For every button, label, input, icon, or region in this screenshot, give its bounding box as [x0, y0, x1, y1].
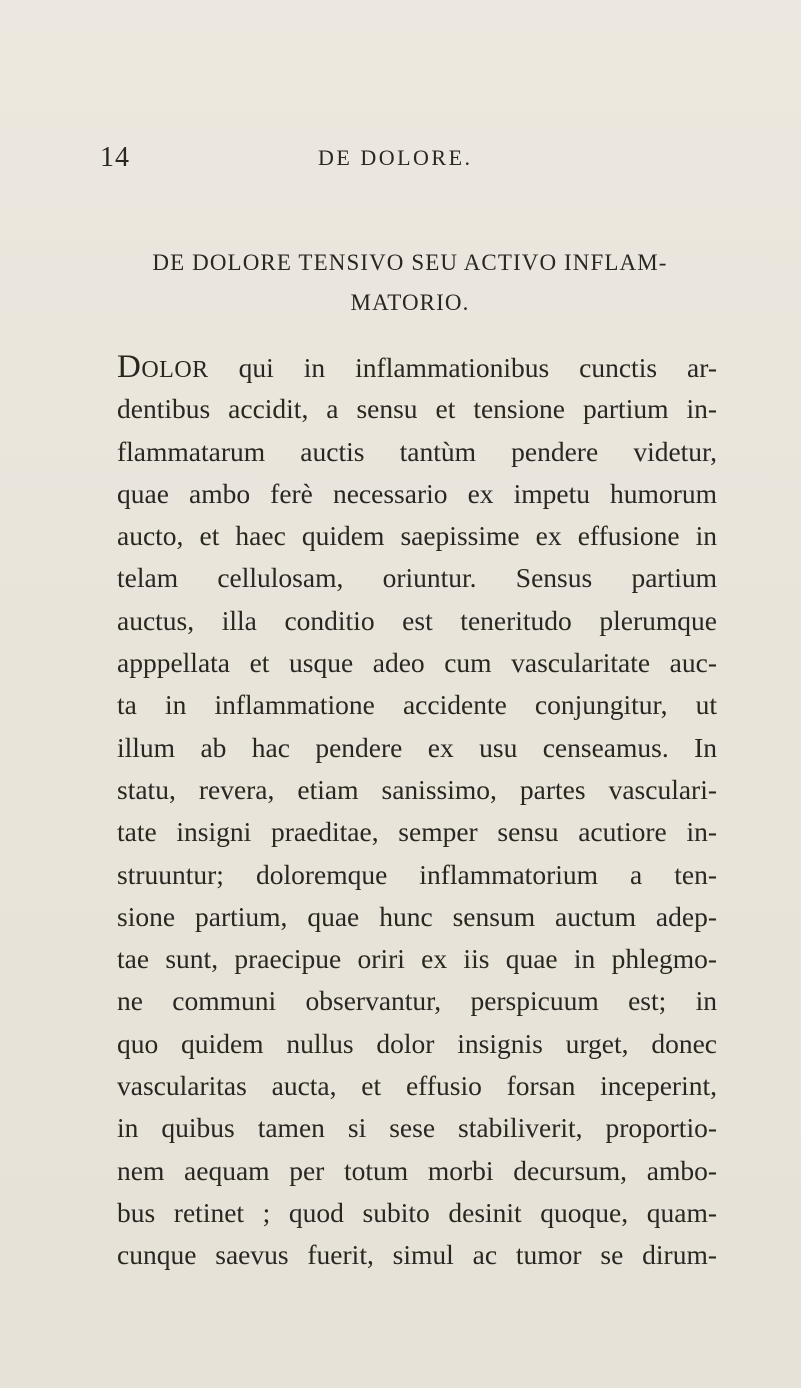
- text-line: flammatarum auctis tantùm pendere videtur,: [117, 435, 717, 467]
- page-number: 14: [100, 142, 130, 173]
- section-heading-line-2: MATORIO.: [350, 290, 470, 315]
- text-line: nem aequam per totum morbi decursum, ambo-: [117, 1154, 717, 1186]
- text-line: tae sunt, praecipue oriri ex iis quae in phlegmo-: [117, 943, 717, 975]
- opening-smallcaps: OLOR: [141, 357, 209, 383]
- text-line: in quibus tamen si sese stabiliverit, proportio-: [117, 1112, 717, 1144]
- text-line: vascularitas aucta, et effusio forsan inceperint,: [117, 1070, 717, 1102]
- text-line: quo quidem nullus dolor insignis urget, donec: [117, 1027, 717, 1059]
- text-line: ne communi observantur, perspicuum est; in: [117, 985, 717, 1017]
- text-line: telam cellulosam, oriuntur. Sensus partium: [117, 562, 717, 594]
- text-line: sione partium, quae hunc sensum auctum adep-: [117, 900, 717, 932]
- text-line: statu, revera, etiam sanissimo, partes vasculari-: [117, 773, 717, 805]
- text-line: auctus, illa conditio est teneritudo plerumque: [117, 604, 717, 636]
- text-line: bus retinet ; quod subito desinit quoque, quam-: [117, 1196, 717, 1228]
- text-line: quae ambo ferè necessario ex impetu humorum: [117, 477, 717, 509]
- text-line: illum ab hac pendere ex usu censeamus. In: [117, 731, 717, 763]
- text-line: aucto, et haec quidem saepissime ex effusione in: [117, 520, 717, 552]
- running-head: [0, 138, 801, 178]
- opening-capital: D: [117, 349, 142, 385]
- section-heading-line-1: DE DOLORE TENSIVO SEU ACTIVO INFLAM-: [152, 250, 668, 275]
- text-line: [117, 346, 717, 388]
- text-line: apppellata et usque adeo cum vascularitate auc-: [117, 647, 717, 679]
- opening-word: [117, 349, 209, 385]
- text-line: cunque saevus fuerit, simul ac tumor se dirum-: [117, 1239, 717, 1271]
- text-line: struuntur; doloremque inflammatorium a ten-: [117, 858, 717, 890]
- text-line: tate insigni praeditae, semper sensu acutiore in-: [117, 816, 717, 848]
- text-line: ta in inflammatione accidente conjungitur, ut: [117, 689, 717, 721]
- first-line-text: qui in inflammationibus cunctis ar-: [238, 352, 717, 383]
- running-title: DE DOLORE.: [318, 145, 473, 170]
- section-heading: [90, 243, 730, 323]
- body-paragraph: [117, 346, 717, 1277]
- text-line: dentibus accidit, a sensu et tensione partium in-: [117, 393, 717, 425]
